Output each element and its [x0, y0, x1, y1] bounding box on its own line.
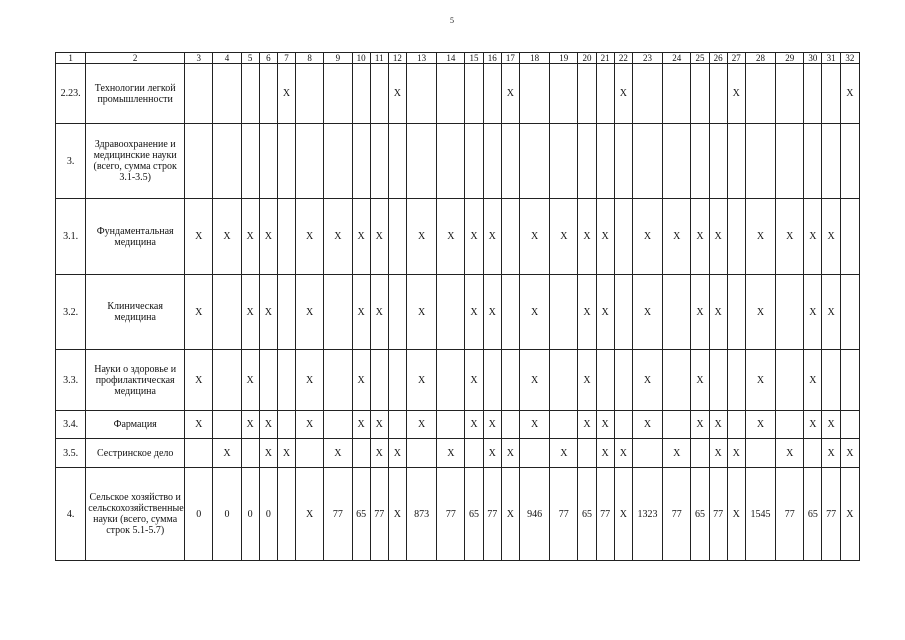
table-cell: X [596, 275, 614, 350]
table-cell [727, 275, 745, 350]
table-cell: X [519, 275, 549, 350]
table-cell: X [352, 411, 370, 439]
header-cell: 2 [86, 53, 185, 64]
table-row [56, 411, 860, 439]
table-cell: X [388, 64, 406, 124]
table-cell [709, 64, 727, 124]
header-cell: 28 [745, 53, 775, 64]
table-cell: 65 [691, 468, 709, 561]
table-cell [324, 350, 352, 411]
table-cell: X [437, 199, 465, 275]
header-cell: 18 [519, 53, 549, 64]
table-cell [213, 350, 241, 411]
row-title: Клиническая медицина [86, 275, 185, 350]
table-cell: X [578, 275, 596, 350]
table-cell [519, 439, 549, 468]
table-cell [727, 199, 745, 275]
table-cell [745, 64, 775, 124]
table-cell: X [241, 350, 259, 411]
header-cell: 20 [578, 53, 596, 64]
table-cell: X [519, 411, 549, 439]
table-cell [277, 350, 295, 411]
table-cell: X [804, 275, 822, 350]
row-number: 3.5. [56, 439, 86, 468]
table-cell [840, 411, 859, 439]
table-cell [241, 124, 259, 199]
table-cell [840, 199, 859, 275]
row-title: Сельское хозяйство и сельскохозяйственные науки (всего, сумма строк 5.1-5.7) [86, 468, 185, 561]
table-cell [185, 64, 213, 124]
table-cell [550, 64, 578, 124]
table-cell: X [709, 439, 727, 468]
table-cell: X [709, 275, 727, 350]
table-cell: X [185, 199, 213, 275]
table-cell [596, 124, 614, 199]
header-cell: 3 [185, 53, 213, 64]
header-cell: 4 [213, 53, 241, 64]
data-table [55, 52, 860, 561]
header-cell: 16 [483, 53, 501, 64]
table-cell: X [745, 411, 775, 439]
table-cell: X [370, 275, 388, 350]
table-cell: X [709, 199, 727, 275]
table-cell [483, 64, 501, 124]
table-cell [370, 124, 388, 199]
table-row [56, 439, 860, 468]
table-cell [388, 275, 406, 350]
row-number: 3.2. [56, 275, 86, 350]
table-cell: X [501, 64, 519, 124]
table-cell: X [691, 411, 709, 439]
table-cell [370, 64, 388, 124]
table-cell [213, 64, 241, 124]
table-cell: X [437, 439, 465, 468]
table-cell [277, 199, 295, 275]
table-cell: X [614, 64, 632, 124]
table-cell: X [578, 199, 596, 275]
table-cell: X [614, 439, 632, 468]
row-number: 3.3. [56, 350, 86, 411]
table-cell [501, 350, 519, 411]
table-cell [437, 124, 465, 199]
table-cell [776, 275, 804, 350]
table-cell: 77 [822, 468, 840, 561]
table-cell: 77 [370, 468, 388, 561]
table-cell [296, 124, 324, 199]
table-cell: X [519, 350, 549, 411]
table-cell: 77 [324, 468, 352, 561]
table-cell [259, 124, 277, 199]
table-cell [501, 411, 519, 439]
table-cell: 0 [213, 468, 241, 561]
table-cell: 77 [596, 468, 614, 561]
table-cell [804, 124, 822, 199]
table-cell [614, 199, 632, 275]
table-cell [352, 64, 370, 124]
header-cell: 1 [56, 53, 86, 64]
table-cell: X [483, 275, 501, 350]
table-cell [277, 275, 295, 350]
table-cell: 77 [776, 468, 804, 561]
table-cell: X [483, 199, 501, 275]
table-cell [663, 275, 691, 350]
table-cell [822, 124, 840, 199]
table-cell: X [483, 439, 501, 468]
table-cell: X [465, 411, 483, 439]
header-cell: 32 [840, 53, 859, 64]
row-title: Фундаментальная медицина [86, 199, 185, 275]
table-cell [370, 350, 388, 411]
table-cell [501, 275, 519, 350]
table-cell: X [727, 439, 745, 468]
table-cell [776, 124, 804, 199]
table-cell: X [804, 350, 822, 411]
table-cell [614, 124, 632, 199]
table-cell: X [352, 275, 370, 350]
table-cell: X [578, 411, 596, 439]
table-cell: X [596, 199, 614, 275]
header-cell: 31 [822, 53, 840, 64]
table-cell [324, 64, 352, 124]
table-cell [259, 350, 277, 411]
header-cell: 24 [663, 53, 691, 64]
table-cell [550, 275, 578, 350]
table-cell [632, 64, 662, 124]
table-cell: 873 [406, 468, 436, 561]
table-cell [213, 411, 241, 439]
table-cell [277, 411, 295, 439]
table-cell: X [296, 468, 324, 561]
table-row [56, 468, 860, 561]
table-cell: X [277, 64, 295, 124]
table-cell: X [352, 199, 370, 275]
table-cell [213, 275, 241, 350]
table-cell [840, 275, 859, 350]
table-cell: 1545 [745, 468, 775, 561]
table-cell [578, 439, 596, 468]
table-cell [614, 275, 632, 350]
table-cell: X [745, 275, 775, 350]
table-cell: X [663, 439, 691, 468]
row-number: 2.23. [56, 64, 86, 124]
table-cell [437, 411, 465, 439]
table-cell: X [578, 350, 596, 411]
table-cell: X [483, 411, 501, 439]
table-cell: X [185, 275, 213, 350]
table-cell [501, 199, 519, 275]
table-cell [663, 64, 691, 124]
table-cell [388, 411, 406, 439]
header-cell: 7 [277, 53, 295, 64]
table-cell: X [241, 199, 259, 275]
table-cell: X [822, 411, 840, 439]
header-cell: 15 [465, 53, 483, 64]
table-cell [745, 439, 775, 468]
table-cell [519, 64, 549, 124]
header-cell: 8 [296, 53, 324, 64]
table-cell [388, 124, 406, 199]
table-cell: X [185, 350, 213, 411]
table-cell: X [691, 199, 709, 275]
table-cell [804, 439, 822, 468]
table-cell [632, 124, 662, 199]
table-cell [185, 439, 213, 468]
table-cell [550, 124, 578, 199]
header-cell: 5 [241, 53, 259, 64]
table-cell: X [822, 199, 840, 275]
table-cell [388, 350, 406, 411]
header-cell: 6 [259, 53, 277, 64]
table-cell [241, 439, 259, 468]
table-cell [185, 124, 213, 199]
table-cell [663, 350, 691, 411]
table-cell: X [709, 411, 727, 439]
table-cell [550, 411, 578, 439]
table-cell [776, 411, 804, 439]
table-cell: 65 [465, 468, 483, 561]
table-cell: X [296, 411, 324, 439]
table-cell: X [406, 411, 436, 439]
row-title: Сестринское дело [86, 439, 185, 468]
table-cell: X [663, 199, 691, 275]
table-cell: X [614, 468, 632, 561]
table-row [56, 350, 860, 411]
table-cell: 0 [241, 468, 259, 561]
row-number: 4. [56, 468, 86, 561]
table-cell [727, 411, 745, 439]
table-cell: X [277, 439, 295, 468]
table-cell [519, 124, 549, 199]
header-cell: 12 [388, 53, 406, 64]
table-cell: X [259, 439, 277, 468]
table-cell: 77 [709, 468, 727, 561]
header-cell: 14 [437, 53, 465, 64]
table-row [56, 275, 860, 350]
table-cell: X [596, 411, 614, 439]
table-cell: X [370, 199, 388, 275]
table-cell: X [465, 275, 483, 350]
table-cell [550, 350, 578, 411]
table-cell: X [519, 199, 549, 275]
table-cell: 0 [259, 468, 277, 561]
table-cell: X [632, 199, 662, 275]
table-cell [296, 439, 324, 468]
table-cell [437, 350, 465, 411]
table-cell: X [296, 350, 324, 411]
table-cell [296, 64, 324, 124]
table-cell [596, 64, 614, 124]
header-cell: 19 [550, 53, 578, 64]
table-cell: X [822, 439, 840, 468]
table-cell: 0 [185, 468, 213, 561]
table-cell: 65 [804, 468, 822, 561]
table-cell: X [632, 411, 662, 439]
table-cell: X [388, 468, 406, 561]
table-cell: X [776, 439, 804, 468]
row-number: 3.4. [56, 411, 86, 439]
table-cell: 1323 [632, 468, 662, 561]
table-cell: X [406, 350, 436, 411]
header-row [56, 53, 860, 64]
table-cell [691, 124, 709, 199]
row-title: Технологии легкой промышленности [86, 64, 185, 124]
table-cell: X [465, 350, 483, 411]
table-cell [406, 64, 436, 124]
table-cell: 77 [663, 468, 691, 561]
table-cell [727, 350, 745, 411]
table-cell: X [501, 439, 519, 468]
header-cell: 10 [352, 53, 370, 64]
table-cell [663, 411, 691, 439]
table-cell: X [596, 439, 614, 468]
table-cell [804, 64, 822, 124]
header-cell: 26 [709, 53, 727, 64]
header-cell: 27 [727, 53, 745, 64]
table-cell: X [296, 275, 324, 350]
table-cell [324, 411, 352, 439]
table-cell [465, 439, 483, 468]
row-number: 3. [56, 124, 86, 199]
table-cell [578, 124, 596, 199]
table-cell [352, 124, 370, 199]
header-cell: 17 [501, 53, 519, 64]
table-cell [614, 350, 632, 411]
table-cell: X [388, 439, 406, 468]
table-cell: X [213, 199, 241, 275]
table-cell [709, 124, 727, 199]
table-row [56, 124, 860, 199]
table-cell [437, 275, 465, 350]
table-cell: X [691, 350, 709, 411]
page-number: 5 [450, 16, 454, 25]
table-cell: X [840, 468, 859, 561]
table-cell: X [745, 350, 775, 411]
table-cell: X [296, 199, 324, 275]
table-cell: X [370, 411, 388, 439]
table-cell: X [550, 199, 578, 275]
table-cell: 77 [437, 468, 465, 561]
table-cell: X [804, 199, 822, 275]
table-cell: 65 [578, 468, 596, 561]
table-cell: X [213, 439, 241, 468]
row-title: Фармация [86, 411, 185, 439]
row-number: 3.1. [56, 199, 86, 275]
header-cell: 22 [614, 53, 632, 64]
table-cell: X [370, 439, 388, 468]
table-cell [840, 350, 859, 411]
table-cell: 77 [550, 468, 578, 561]
table-cell [709, 350, 727, 411]
table-cell [745, 124, 775, 199]
table-cell: 65 [352, 468, 370, 561]
table-cell [483, 124, 501, 199]
table-cell [578, 64, 596, 124]
table-cell: X [259, 411, 277, 439]
table-cell: X [324, 439, 352, 468]
table-cell [324, 275, 352, 350]
table-cell: X [259, 199, 277, 275]
table-cell: X [259, 275, 277, 350]
table-cell [213, 124, 241, 199]
table-cell [691, 64, 709, 124]
table-cell: X [465, 199, 483, 275]
table-cell [501, 124, 519, 199]
table-cell [406, 439, 436, 468]
table-cell [663, 124, 691, 199]
header-cell: 23 [632, 53, 662, 64]
header-cell: 21 [596, 53, 614, 64]
table-cell [324, 124, 352, 199]
table-cell [241, 64, 259, 124]
table-cell [483, 350, 501, 411]
header-cell: 25 [691, 53, 709, 64]
table-cell: X [352, 350, 370, 411]
table-cell: X [727, 64, 745, 124]
table-cell: X [727, 468, 745, 561]
table-cell [776, 350, 804, 411]
table-cell: 77 [483, 468, 501, 561]
table-cell [840, 124, 859, 199]
table-cell: X [185, 411, 213, 439]
table-cell: 946 [519, 468, 549, 561]
header-cell: 13 [406, 53, 436, 64]
table-cell [259, 64, 277, 124]
table-cell [691, 439, 709, 468]
table-cell: X [632, 275, 662, 350]
table-cell: X [324, 199, 352, 275]
table-cell: X [632, 350, 662, 411]
table-cell [277, 124, 295, 199]
header-cell: 11 [370, 53, 388, 64]
table-cell [437, 64, 465, 124]
table-cell [822, 350, 840, 411]
table-cell [727, 124, 745, 199]
table-cell [465, 64, 483, 124]
table-cell: X [840, 439, 859, 468]
header-cell: 9 [324, 53, 352, 64]
table-cell [406, 124, 436, 199]
table-cell [614, 411, 632, 439]
table-cell [388, 199, 406, 275]
table-cell: X [501, 468, 519, 561]
table-row [56, 64, 860, 124]
table-cell [822, 64, 840, 124]
table-cell: X [840, 64, 859, 124]
table-cell [632, 439, 662, 468]
table-cell [596, 350, 614, 411]
row-title: Науки о здоровье и профилактическая медицина [86, 350, 185, 411]
table-cell [776, 64, 804, 124]
table-cell: X [241, 275, 259, 350]
row-title: Здравоохранение и медицинские науки (всего, сумма строк 3.1-3.5) [86, 124, 185, 199]
table-cell [277, 468, 295, 561]
table-cell: X [691, 275, 709, 350]
table-cell: X [776, 199, 804, 275]
table-row [56, 199, 860, 275]
table-cell: X [241, 411, 259, 439]
header-cell: 29 [776, 53, 804, 64]
header-cell: 30 [804, 53, 822, 64]
table-cell [352, 439, 370, 468]
table-cell: X [550, 439, 578, 468]
table-cell: X [406, 275, 436, 350]
table-cell [465, 124, 483, 199]
table-cell: X [745, 199, 775, 275]
table-cell: X [822, 275, 840, 350]
table-cell: X [406, 199, 436, 275]
table-cell: X [804, 411, 822, 439]
